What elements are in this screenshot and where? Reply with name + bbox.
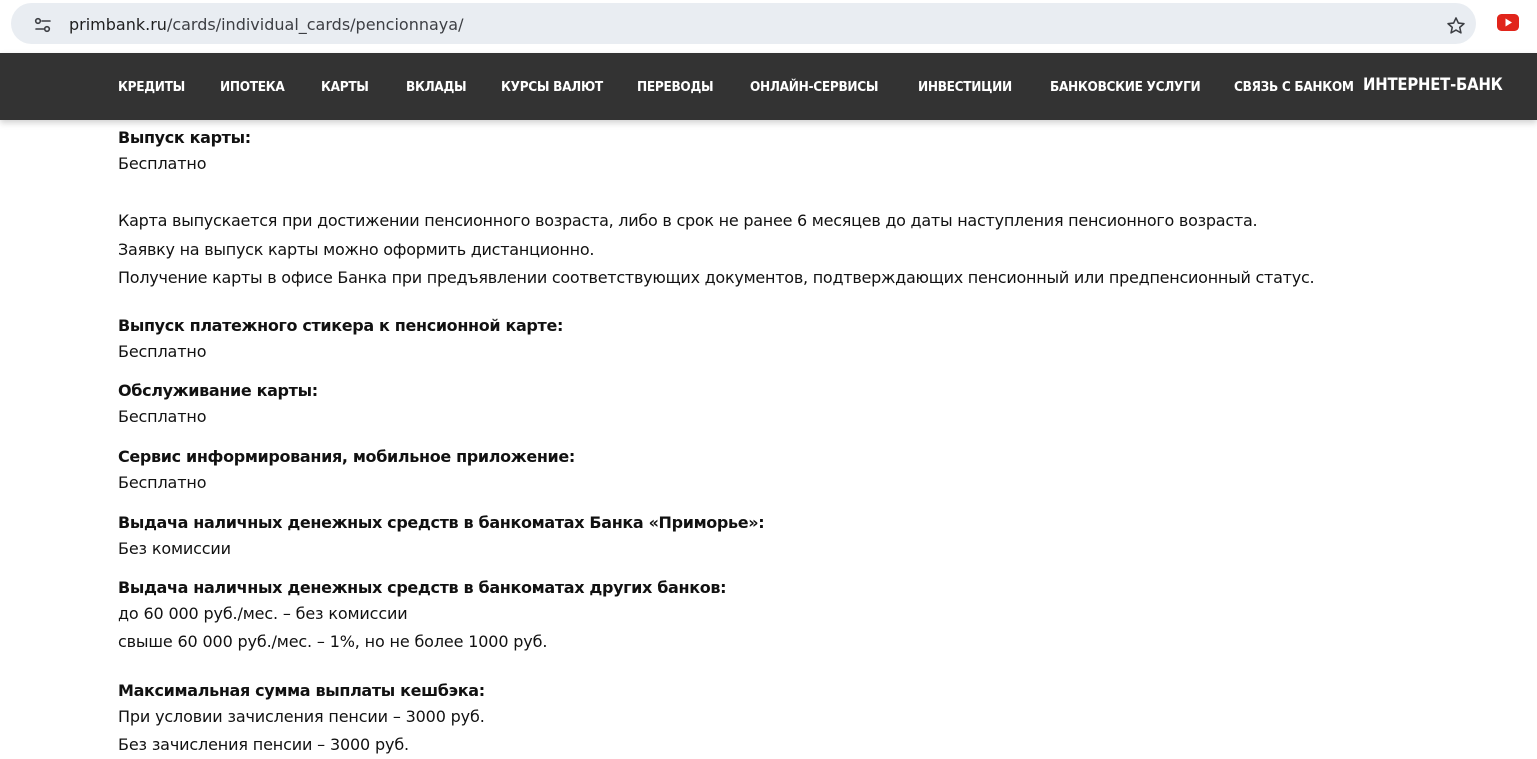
atm-other-value: до 60 000 руб./мес. – без комиссии xyxy=(118,604,408,623)
atm-other-value: свыше 60 000 руб./мес. – 1%, но не более 1000 руб. xyxy=(118,632,548,651)
nav-item-transfers[interactable]: ПЕРЕВОДЫ xyxy=(637,79,714,95)
conditions-paragraph xyxy=(118,207,1314,293)
paragraph-line: Получение карты в офисе Банка при предъявлении соответствующих документов, подтверждающих пенсионный или предпенсионный статус. xyxy=(118,268,1315,287)
nav-item-cards[interactable]: КАРТЫ xyxy=(321,79,369,95)
sticker-value: Бесплатно xyxy=(118,342,207,361)
site-navigation xyxy=(0,53,1537,120)
atm-own-label: Выдача наличных денежных средств в банкоматах Банка «Приморье»: xyxy=(118,513,765,532)
nav-item-credits[interactable]: КРЕДИТЫ xyxy=(118,79,185,95)
url-domain: primbank.ru xyxy=(69,15,167,34)
info-value: Бесплатно xyxy=(118,473,207,492)
nav-item-mortgage[interactable]: ИПОТЕКА xyxy=(220,79,285,95)
nav-item-deposits[interactable]: ВКЛАДЫ xyxy=(406,79,467,95)
paragraph-line: Заявку на выпуск карты можно оформить дистанционно. xyxy=(118,239,595,259)
service-value: Бесплатно xyxy=(118,407,207,426)
nav-item-investments[interactable]: ИНВЕСТИЦИИ xyxy=(918,79,1012,95)
cashback-value: При условии зачисления пенсии – 3000 руб. xyxy=(118,707,485,726)
address-bar[interactable] xyxy=(11,3,1476,44)
bookmark-star-icon[interactable] xyxy=(1445,15,1467,37)
url-path: /cards/individual_cards/pencionnaya/ xyxy=(166,15,464,34)
nav-item-online-services[interactable]: ОНЛАЙН-СЕРВИСЫ xyxy=(750,79,879,95)
atm-own-section xyxy=(118,511,764,563)
site-info-icon[interactable] xyxy=(33,15,53,35)
browser-toolbar xyxy=(0,0,1537,52)
nav-item-bank-services[interactable]: БАНКОВСКИЕ УСЛУГИ xyxy=(1050,79,1201,95)
issue-label: Выпуск карты: xyxy=(118,128,251,147)
nav-item-contact-bank[interactable]: СВЯЗЬ С БАНКОМ xyxy=(1234,79,1354,95)
info-section xyxy=(118,445,575,497)
internet-bank-link[interactable]: ИНТЕРНЕТ-БАНК xyxy=(1363,75,1503,94)
cashback-label: Максимальная сумма выплаты кешбэка: xyxy=(118,681,485,700)
sticker-section xyxy=(118,314,563,366)
info-label: Сервис информирования, мобильное приложение: xyxy=(118,447,575,466)
sticker-label: Выпуск платежного стикера к пенсионной карте: xyxy=(118,316,563,335)
atm-other-label: Выдача наличных денежных средств в банкоматах других банков: xyxy=(118,578,727,597)
url-text[interactable] xyxy=(69,15,463,35)
service-section xyxy=(118,379,318,431)
issue-value: Бесплатно xyxy=(118,154,207,173)
nav-item-exchange-rates[interactable]: КУРСЫ ВАЛЮТ xyxy=(501,79,603,95)
atm-own-value: Без комиссии xyxy=(118,539,231,558)
service-label: Обслуживание карты: xyxy=(118,381,318,400)
paragraph-line: Карта выпускается при достижении пенсионного возраста, либо в срок не ранее 6 месяцев до даты наступления пенсионного возраста. xyxy=(118,211,1258,230)
youtube-extension-icon[interactable] xyxy=(1497,14,1519,31)
atm-other-section xyxy=(118,576,726,656)
cashback-section xyxy=(118,679,485,759)
issue-section xyxy=(118,126,251,178)
cashback-value: Без зачисления пенсии – 3000 руб. xyxy=(118,735,409,754)
